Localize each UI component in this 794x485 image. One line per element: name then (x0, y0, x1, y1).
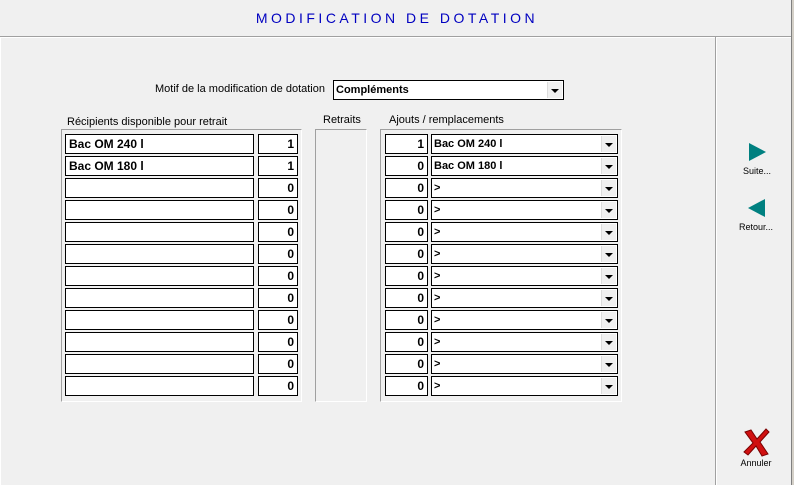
add-qty-field[interactable]: 0 (385, 354, 428, 374)
chevron-down-icon[interactable] (601, 312, 616, 328)
back-button-label: Retour... (738, 222, 774, 232)
back-button[interactable] (731, 199, 781, 232)
chevron-down-icon[interactable] (601, 136, 616, 152)
chevron-down-icon[interactable] (601, 246, 616, 262)
add-qty-field[interactable]: 0 (385, 200, 428, 220)
available-qty-field[interactable]: 0 (258, 200, 298, 220)
additions-header: Ajouts / remplacements (389, 114, 504, 126)
chevron-down-icon[interactable] (601, 334, 616, 350)
available-name-field[interactable]: Bac OM 180 l (65, 156, 254, 176)
chevron-down-icon[interactable] (601, 268, 616, 284)
add-item-select[interactable] (431, 354, 618, 374)
add-item-select[interactable] (431, 222, 618, 242)
add-item-select-value: Bac OM 240 l (434, 138, 503, 150)
chevron-down-icon[interactable] (601, 158, 616, 174)
available-name-field[interactable] (65, 332, 254, 352)
available-name-field[interactable] (65, 200, 254, 220)
next-button-label: Suite... (742, 166, 771, 176)
add-item-select-value: > (434, 226, 441, 238)
chevron-down-icon[interactable] (601, 202, 616, 218)
add-item-select[interactable] (431, 266, 618, 286)
chevron-down-icon[interactable] (601, 356, 616, 372)
add-item-select[interactable] (431, 310, 618, 330)
available-qty-field[interactable]: 0 (258, 178, 298, 198)
add-item-select-value: > (434, 336, 441, 348)
cancel-button-label: Annuler (740, 458, 772, 468)
add-qty-field[interactable]: 0 (385, 244, 428, 264)
available-name-field[interactable] (65, 354, 254, 374)
add-qty-field[interactable]: 0 (385, 310, 428, 330)
add-item-select-value: > (434, 182, 441, 194)
add-item-select[interactable] (431, 288, 618, 308)
add-item-select[interactable] (431, 332, 618, 352)
withdrawals-header: Retraits (323, 114, 361, 126)
add-item-select-value: > (434, 292, 441, 304)
available-qty-field[interactable]: 0 (258, 310, 298, 330)
available-name-field[interactable] (65, 376, 254, 396)
page-title: MODIFICATION DE DOTATION (255, 10, 539, 26)
add-item-select-value: > (434, 358, 441, 370)
add-item-select-value: > (434, 314, 441, 326)
chevron-down-icon[interactable] (601, 290, 616, 306)
add-qty-field[interactable]: 0 (385, 266, 428, 286)
available-qty-field[interactable]: 0 (258, 376, 298, 396)
chevron-down-icon[interactable] (601, 224, 616, 240)
available-name-field[interactable] (65, 288, 254, 308)
add-qty-field[interactable]: 0 (385, 332, 428, 352)
action-column-divider-highlight (716, 37, 717, 485)
available-qty-field[interactable]: 0 (258, 354, 298, 374)
add-qty-field[interactable]: 0 (385, 156, 428, 176)
chevron-down-icon[interactable] (601, 378, 616, 394)
arrow-right-icon (749, 143, 766, 161)
add-item-select[interactable] (431, 178, 618, 198)
add-item-select-value: Bac OM 180 l (434, 160, 503, 172)
chevron-down-icon[interactable] (547, 82, 562, 98)
add-item-select[interactable] (431, 134, 618, 154)
available-qty-field[interactable]: 1 (258, 134, 298, 154)
add-qty-field[interactable]: 1 (385, 134, 428, 154)
add-item-select[interactable] (431, 376, 618, 396)
add-item-select[interactable] (431, 200, 618, 220)
available-qty-field[interactable]: 1 (258, 156, 298, 176)
add-qty-field[interactable]: 0 (385, 376, 428, 396)
available-qty-field[interactable]: 0 (258, 332, 298, 352)
motif-label: Motif de la modification de dotation (155, 83, 325, 95)
add-item-select-value: > (434, 204, 441, 216)
add-item-select-value: > (434, 270, 441, 282)
cancel-button[interactable] (731, 426, 781, 468)
arrow-left-icon (748, 199, 765, 217)
available-qty-field[interactable]: 0 (258, 288, 298, 308)
add-item-select[interactable] (431, 244, 618, 264)
available-name-field[interactable] (65, 244, 254, 264)
available-name-field[interactable]: Bac OM 240 l (65, 134, 254, 154)
available-name-field[interactable] (65, 310, 254, 330)
add-qty-field[interactable]: 0 (385, 178, 428, 198)
add-item-select-value: > (434, 248, 441, 260)
window-left-edge (0, 0, 1, 485)
motif-select-value: Compléments (336, 84, 409, 96)
available-name-field[interactable] (65, 222, 254, 242)
next-button[interactable] (732, 143, 782, 176)
available-name-field[interactable] (65, 178, 254, 198)
red-x-icon (740, 426, 772, 458)
available-header: Récipients disponible pour retrait (67, 116, 228, 128)
add-qty-field[interactable]: 0 (385, 222, 428, 242)
motif-select[interactable] (333, 80, 564, 100)
available-qty-field[interactable]: 0 (258, 244, 298, 264)
available-name-field[interactable] (65, 266, 254, 286)
available-qty-field[interactable]: 0 (258, 222, 298, 242)
add-item-select[interactable] (431, 156, 618, 176)
withdrawals-panel (315, 129, 367, 402)
add-qty-field[interactable]: 0 (385, 288, 428, 308)
add-item-select-value: > (434, 380, 441, 392)
available-qty-field[interactable]: 0 (258, 266, 298, 286)
chevron-down-icon[interactable] (601, 180, 616, 196)
